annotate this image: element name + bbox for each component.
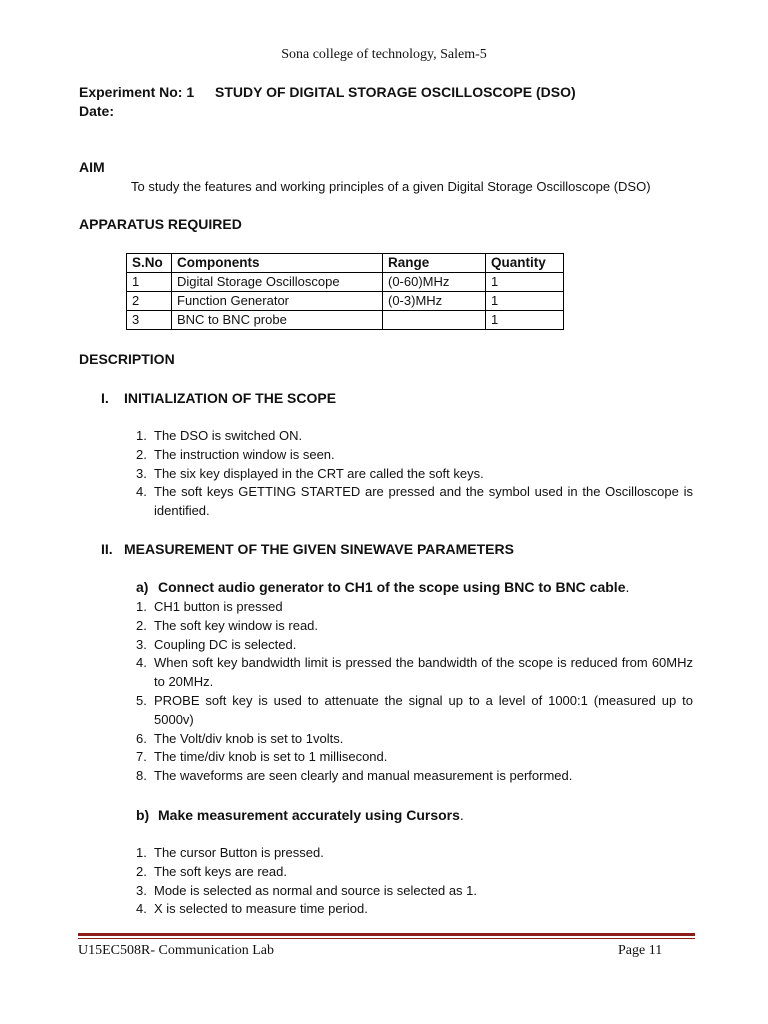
column-header: Quantity [486, 254, 564, 273]
list-item: 3. The six key displayed in the CRT are called the soft keys. [136, 465, 484, 481]
section-title: MEASUREMENT OF THE GIVEN SINEWAVE PARAMETERS [124, 541, 514, 557]
table-cell: 1 [486, 292, 564, 311]
table-row [127, 273, 564, 292]
footer-divider [78, 938, 695, 939]
subsection-a-list [136, 598, 693, 786]
list-item: 1. The cursor Button is pressed. [136, 845, 324, 860]
list-item: 3. Mode is selected as normal and source is selected as 1. [136, 882, 478, 898]
column-header: Components [172, 254, 383, 273]
date-label: Date: [79, 103, 115, 119]
list-item: 1. The DSO is switched ON. [136, 428, 303, 443]
aim-heading: AIM [79, 159, 105, 175]
footer-divider [78, 933, 695, 936]
section-numeral: I. [101, 390, 109, 406]
subsection-title: Connect audio generator to CH1 of the scope using BNC to BNC cable. [158, 579, 630, 595]
table-header-row [127, 254, 564, 273]
list-item: 4. The soft keys GETTING STARTED are pressed and the symbol used in the Oscilloscope is identified. [136, 484, 693, 519]
college-header: Sona college of technology, Salem-5 [281, 47, 487, 62]
experiment-title: STUDY OF DIGITAL STORAGE OSCILLOSCOPE (DSO) [215, 84, 576, 100]
table-cell: 2 [127, 292, 172, 311]
footer-page-number: Page 11 [618, 943, 663, 958]
list-item: 5. PROBE soft key is used to attenuate the signal up to a level of 1000:1 (measured up to 5000v) [136, 692, 693, 727]
list-item: 6. The Volt/div knob is set to 1volts. [136, 730, 344, 746]
subsection-label: a) [136, 579, 149, 595]
subsection-label: b) [136, 807, 150, 823]
apparatus-heading: APPARATUS REQUIRED [79, 216, 242, 232]
column-header: S.No [127, 254, 172, 273]
list-item: 7. The time/div knob is set to 1 millisecond. [136, 749, 388, 765]
table-cell: 3 [127, 311, 172, 330]
list-item: 2. The instruction window is seen. [136, 446, 335, 462]
table-cell: Function Generator [172, 292, 383, 311]
table-cell: 1 [127, 273, 172, 292]
table-row [127, 292, 564, 311]
subsection-b-list [136, 844, 693, 919]
experiment-number: Experiment No: 1 [79, 84, 195, 100]
list-item: 2. The soft key window is read. [136, 617, 319, 633]
apparatus-table [126, 253, 564, 330]
section-numeral: II. [101, 541, 113, 557]
column-header: Range [383, 254, 486, 273]
list-item: 2. The soft keys are read. [136, 863, 287, 879]
list-item: 4. X is selected to measure time period. [136, 901, 368, 917]
footer-course: U15EC508R- Communication Lab [78, 943, 274, 958]
table-cell: Digital Storage Oscilloscope [172, 273, 383, 292]
section-title: INITIALIZATION OF THE SCOPE [124, 390, 337, 406]
table-cell [383, 311, 486, 330]
table-cell: 1 [486, 273, 564, 292]
table-row [127, 311, 564, 330]
subsection-title: Make measurement accurately using Cursors. [158, 807, 464, 823]
list-item: 3. Coupling DC is selected. [136, 636, 297, 652]
description-heading: DESCRIPTION [79, 351, 175, 367]
table-cell: 1 [486, 311, 564, 330]
table-cell: BNC to BNC probe [172, 311, 383, 330]
list-item: 4. When soft key bandwidth limit is pressed the bandwidth of the scope is reduced from 60MHz to 20MHz. [136, 655, 693, 690]
section1-list [136, 427, 693, 521]
list-item: 1. CH1 button is pressed [136, 599, 283, 614]
list-item: 8. The waveforms are seen clearly and manual measurement is performed. [136, 768, 573, 784]
table-cell: (0-3)MHz [383, 292, 486, 311]
table-cell: (0-60)MHz [383, 273, 486, 292]
aim-text: To study the features and working principles of a given Digital Storage Oscilloscope (DSO) [131, 179, 651, 194]
